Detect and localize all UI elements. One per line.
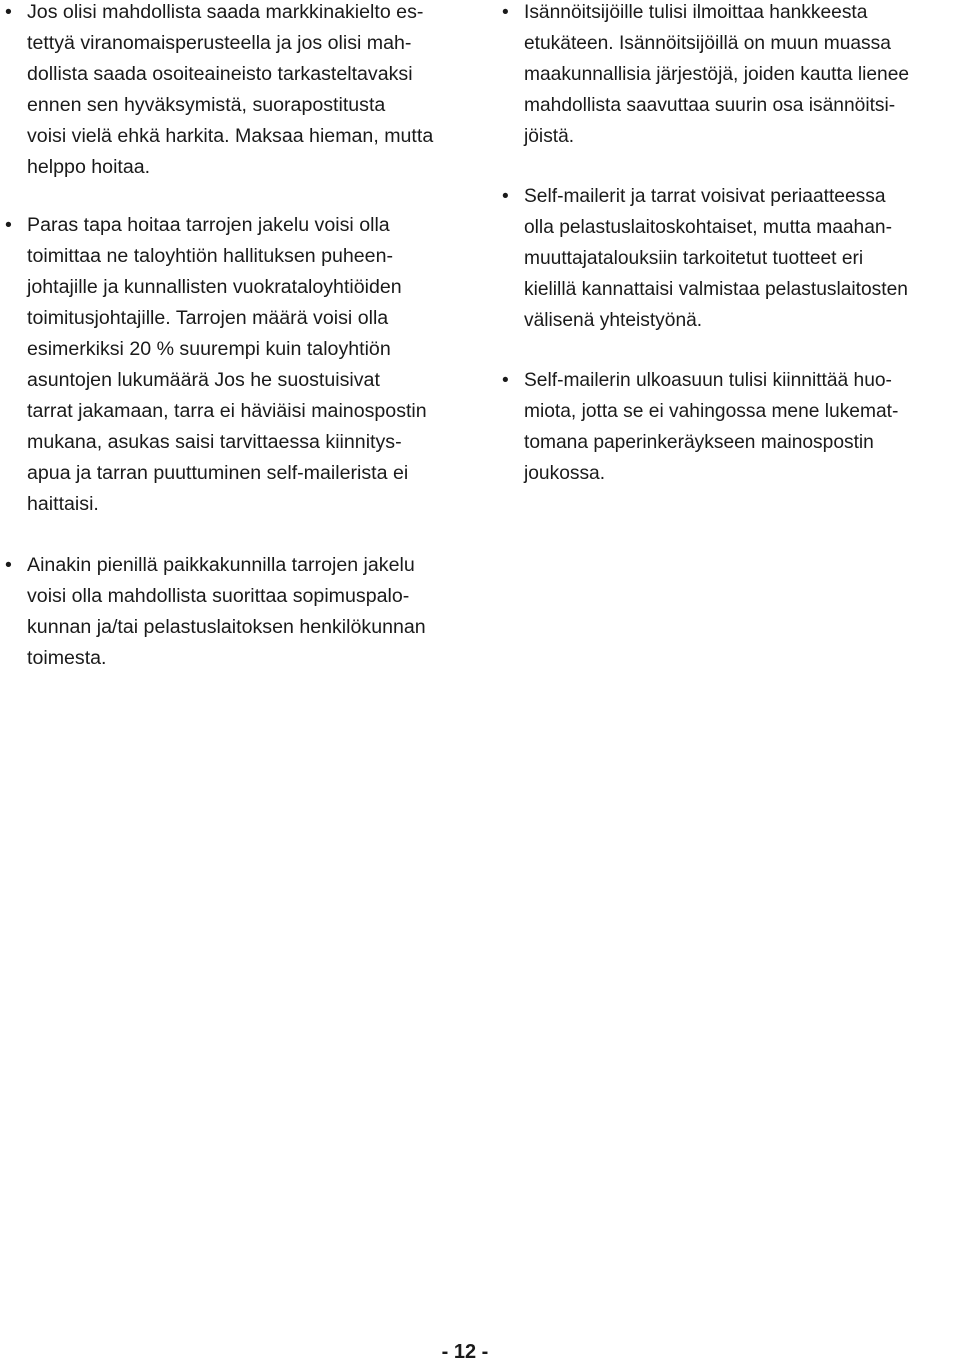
list-item: [497, 0, 960, 152]
list-item: [497, 181, 960, 336]
bullet-text: Self-mailerit ja tarrat voisivat periaatteessa olla pelastuslaitoskohtaiset, mutta maahan- muuttajatalouksiin tarkoitetut tuotteet eri kielillä kannattaisi valmistaa pelastuslaitosten välisenä yhteistyönä.: [524, 186, 908, 331]
left-column: [0, 0, 485, 669]
bullet-marker: •: [502, 186, 509, 207]
bullet-text: Jos olisi mahdollista saada markkinakielto es- tettyä viranomaisperusteella ja jos olisi mah- dollista saada osoiteaineisto tarkasteltavaksi ennen sen hyväksymistä, suorapostitusta voisi vielä ehkä harkita. Maksaa hieman, mutta helppo hoitaa.: [27, 1, 434, 178]
bullet-marker: •: [502, 370, 509, 391]
bullet-marker: •: [5, 1, 12, 23]
bullet-text: Self-mailerin ulkoasuun tulisi kiinnittää huo- miota, jotta se ei vahingossa mene lukemat- tomana paperinkeräykseen mainospostin joukossa.: [524, 370, 899, 484]
list-item: [497, 365, 960, 489]
page-number: - 12 -: [441, 1341, 489, 1363]
bullet-text: Isännöitsijöille tulisi ilmoittaa hankkeesta etukäteen. Isännöitsijöillä on muun muassa maakunnallisia järjestöjä, joiden kautta lienee mahdollista saavuttaa suurin osa isännöitsi- jöistä.: [524, 2, 910, 147]
bullet-text: Ainakin pienillä paikkakunnilla tarrojen jakelu voisi olla mahdollista suorittaa sopimuspalo- kunnan ja/tai pelastuslaitoksen henkilökunnan toimesta.: [27, 554, 426, 669]
bullet-marker: •: [502, 2, 509, 23]
bullet-marker: •: [5, 554, 12, 576]
bullet-text: Paras tapa hoitaa tarrojen jakelu voisi olla toimittaa ne taloyhtiön hallituksen puheen- johtajille ja kunnallisten vuokrataloyhtiöiden toimitusjohtajille. Tarrojen määrä voisi olla esimerkiksi 20 % suurempi kuin taloyhtiön asuntojen lukumäärä Jos he suostuisivat tarrat jakamaan, tarra ei häviäisi mainospostin mukana, asukas saisi tarvittaessa kiinnitys- apua ja tarran puuttuminen self-mailerista ei haittaisi.: [27, 214, 427, 515]
list-item: [0, 0, 485, 183]
bullet-marker: •: [5, 214, 12, 236]
list-item: [0, 210, 485, 520]
list-item: [0, 550, 485, 674]
